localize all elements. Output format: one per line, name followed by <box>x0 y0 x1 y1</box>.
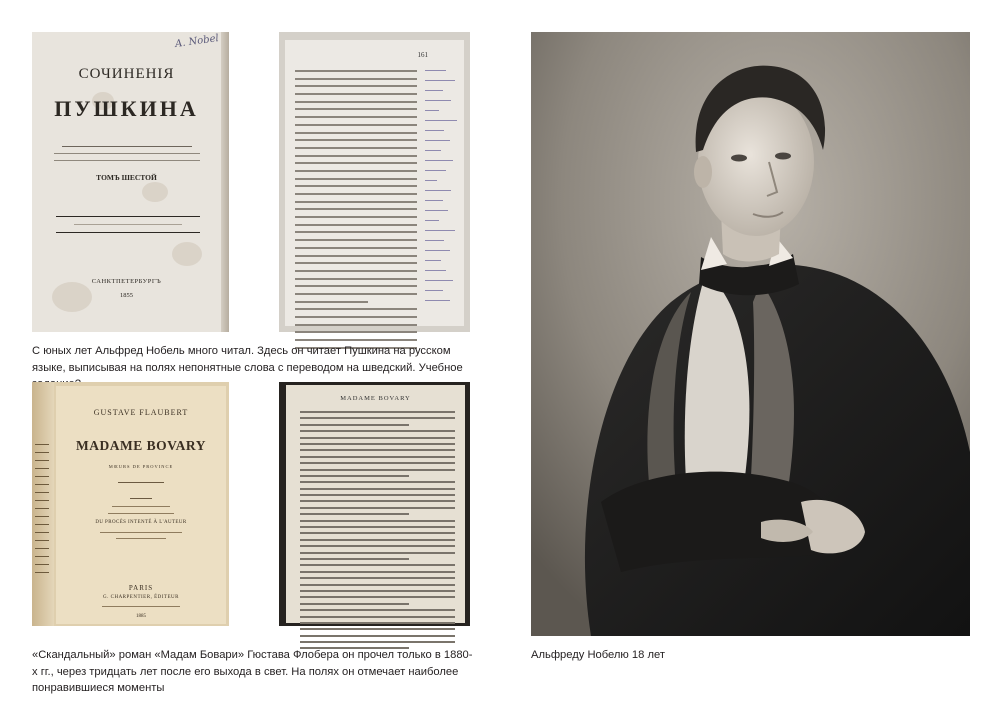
caption-portrait: Альфреду Нобелю 18 лет <box>531 649 665 661</box>
bovary-text-page-photo <box>279 382 470 626</box>
book-title: MADAME BOVARY <box>76 438 206 453</box>
handwritten-signature: A. Nobel <box>174 33 220 50</box>
running-head: MADAME BOVARY <box>340 395 411 402</box>
book-author: ПУШКИНА <box>54 96 199 121</box>
caption-pushkin: С юных лет Альфред Нобель много читал. Здесь он читает Пушкина на русском языке, выписывая на полях непонятные слова с переводом на шведский. Учебное <box>32 345 463 374</box>
page-number: 161 <box>417 51 428 59</box>
book-year: 1885 <box>136 614 146 619</box>
bovary-title-page-photo <box>32 382 229 626</box>
pushkin-annotated-page-photo <box>279 32 470 332</box>
book-city: PARIS <box>128 584 154 592</box>
printed-text-column <box>295 70 417 310</box>
book-author: GUSTAVE FLAUBERT <box>93 408 189 417</box>
book-publisher: G. CHARPENTIER, ÉDITEUR <box>103 595 179 600</box>
book-year: 1855 <box>120 292 133 299</box>
portrait-photo <box>531 32 970 636</box>
book-proces-note: DU PROCÈS INTENTÉ À L'AUTEUR <box>95 520 187 525</box>
book-heading: СОЧИНЕНІЯ <box>78 66 175 82</box>
caption-bovary: «Скандальный» роман «Мадам Бовари» Гюстава Флобера он прочел только в 1880-х гг., через тридцать лет после его выхода в свет. На полях он отмечает наиболее понравившиеся моменты <box>32 649 473 695</box>
handwritten-margin-notes <box>425 70 460 296</box>
book-subtitle: MŒURS DE PROVINCE <box>108 464 174 469</box>
pushkin-title-page-photo <box>32 32 229 332</box>
book-volume: ТОМЪ ШЕСТОЙ <box>96 173 157 182</box>
printed-text-column <box>300 411 455 615</box>
book-city: САНКТПЕТЕРБУРГЪ <box>91 278 162 285</box>
